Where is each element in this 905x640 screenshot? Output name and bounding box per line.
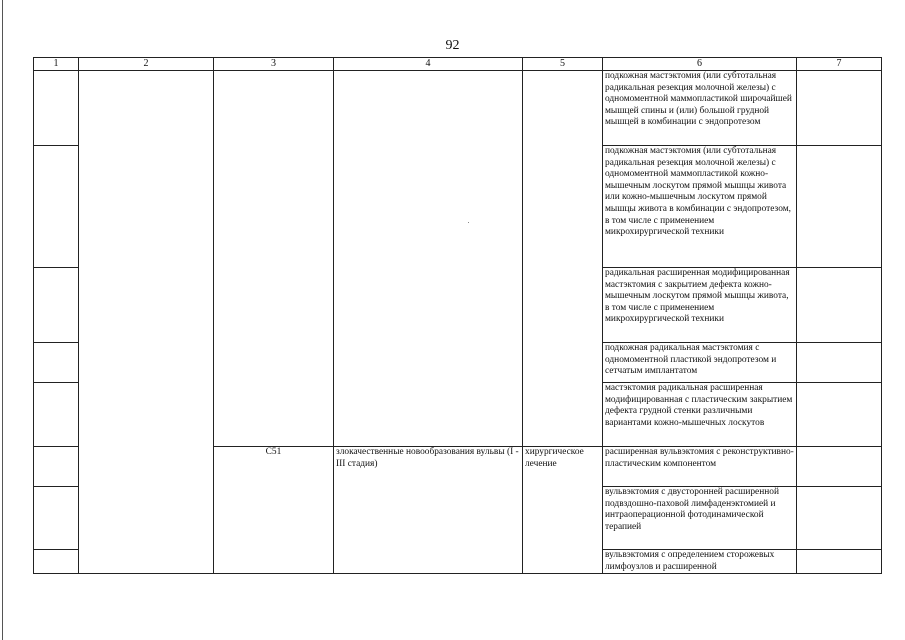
method-cell: вульвэктомия с двусторонней расширенной подвздошно-паховой лимфаденэктомией и интраоперационной фотодинамической терапией — [603, 487, 797, 550]
column-number: 1 — [34, 58, 79, 71]
cell-col2 — [79, 487, 214, 550]
diagnosis-cell: злокачественные новообразования вульвы (I - III стадия) — [334, 447, 523, 487]
cell-col7 — [797, 447, 882, 487]
table-row — [34, 550, 882, 574]
cell-col5 — [523, 146, 603, 268]
cell-col1 — [34, 447, 79, 487]
cell-col1 — [34, 268, 79, 343]
cell-col7 — [797, 487, 882, 550]
cell-col3 — [214, 550, 334, 574]
method-cell: вульвэктомия с определением сторожевых лимфоузлов и расширенной — [603, 550, 797, 574]
cell-col1 — [34, 383, 79, 447]
cell-col3 — [214, 71, 334, 146]
method-cell: подкожная радикальная мастэктомия с одномоментной пластикой эндопротезом и сетчатым имплантатом — [603, 343, 797, 383]
cell-col1 — [34, 550, 79, 574]
cell-col4 — [334, 71, 523, 146]
table-row — [34, 268, 882, 343]
cell-col4 — [334, 146, 523, 268]
cell-col5 — [523, 71, 603, 146]
table-row — [34, 71, 882, 146]
cell-col5 — [523, 343, 603, 383]
scan-speck — [468, 222, 469, 223]
cell-col7 — [797, 268, 882, 343]
cell-col2 — [79, 447, 214, 487]
cell-col5 — [523, 383, 603, 447]
cell-col1 — [34, 487, 79, 550]
cell-col7 — [797, 71, 882, 146]
table-row — [34, 447, 882, 487]
table-row — [34, 487, 882, 550]
table-row — [34, 146, 882, 268]
column-number: 2 — [79, 58, 214, 71]
cell-col3 — [214, 268, 334, 343]
cell-col2 — [79, 268, 214, 343]
cell-col1 — [34, 343, 79, 383]
table-row — [34, 343, 882, 383]
column-number: 4 — [334, 58, 523, 71]
table-row — [34, 383, 882, 447]
method-cell: радикальная расширенная модифицированная мастэктомия с закрытием дефекта кожно-мышечным лоскутом прямой мышцы живота, в том числе с применением микрохирургической техники — [603, 268, 797, 343]
cell-col2 — [79, 71, 214, 146]
left-margin-line — [2, 0, 3, 640]
cell-col3 — [214, 383, 334, 447]
cell-col5 — [523, 268, 603, 343]
cell-col7 — [797, 146, 882, 268]
cell-col5 — [523, 550, 603, 574]
cell-col4 — [334, 550, 523, 574]
treatment-type-cell: хирургическое лечение — [523, 447, 603, 487]
cell-col3 — [214, 487, 334, 550]
method-cell: подкожная мастэктомия (или субтотальная радикальная резекция молочной железы) с одномоментной маммопластикой широчайшей мышцей спины и (или) большой грудной мышцей в комбинации с эндопротезом — [603, 71, 797, 146]
cell-col7 — [797, 383, 882, 447]
method-cell: мастэктомия радикальная расширенная модифицированная с пластическим закрытием дефекта грудной стенки различными вариантами кожно-мышечных лоскутов — [603, 383, 797, 447]
cell-col3 — [214, 146, 334, 268]
cell-col2 — [79, 383, 214, 447]
page-number: 92 — [445, 38, 460, 53]
cell-col2 — [79, 343, 214, 383]
cell-col7 — [797, 550, 882, 574]
column-number: 7 — [797, 58, 882, 71]
cell-col3 — [214, 343, 334, 383]
method-cell: расширенная вульвэктомия с реконструктивно-пластическим компонентом — [603, 447, 797, 487]
cell-col4 — [334, 383, 523, 447]
column-number: 3 — [214, 58, 334, 71]
cell-col7 — [797, 343, 882, 383]
cell-col1 — [34, 146, 79, 268]
column-number: 5 — [523, 58, 603, 71]
cell-col4 — [334, 487, 523, 550]
cell-col5 — [523, 487, 603, 550]
method-cell: подкожная мастэктомия (или субтотальная радикальная резекция молочной железы) с одномоментной маммопластикой кожно-мышечным лоскутом прямой мышцы живота или кожно-мышечным лоскутом прямой мышцы живота в комбинации с эндопротезом, в том числе с применением микрохирургической техники — [603, 146, 797, 268]
icd-code-cell: C51 — [214, 447, 334, 487]
cell-col1 — [34, 71, 79, 146]
cell-col4 — [334, 343, 523, 383]
cell-col2 — [79, 550, 214, 574]
procedures-table — [33, 57, 882, 574]
column-number-row — [34, 58, 882, 71]
column-number: 6 — [603, 58, 797, 71]
cell-col4 — [334, 268, 523, 343]
cell-col2 — [79, 146, 214, 268]
